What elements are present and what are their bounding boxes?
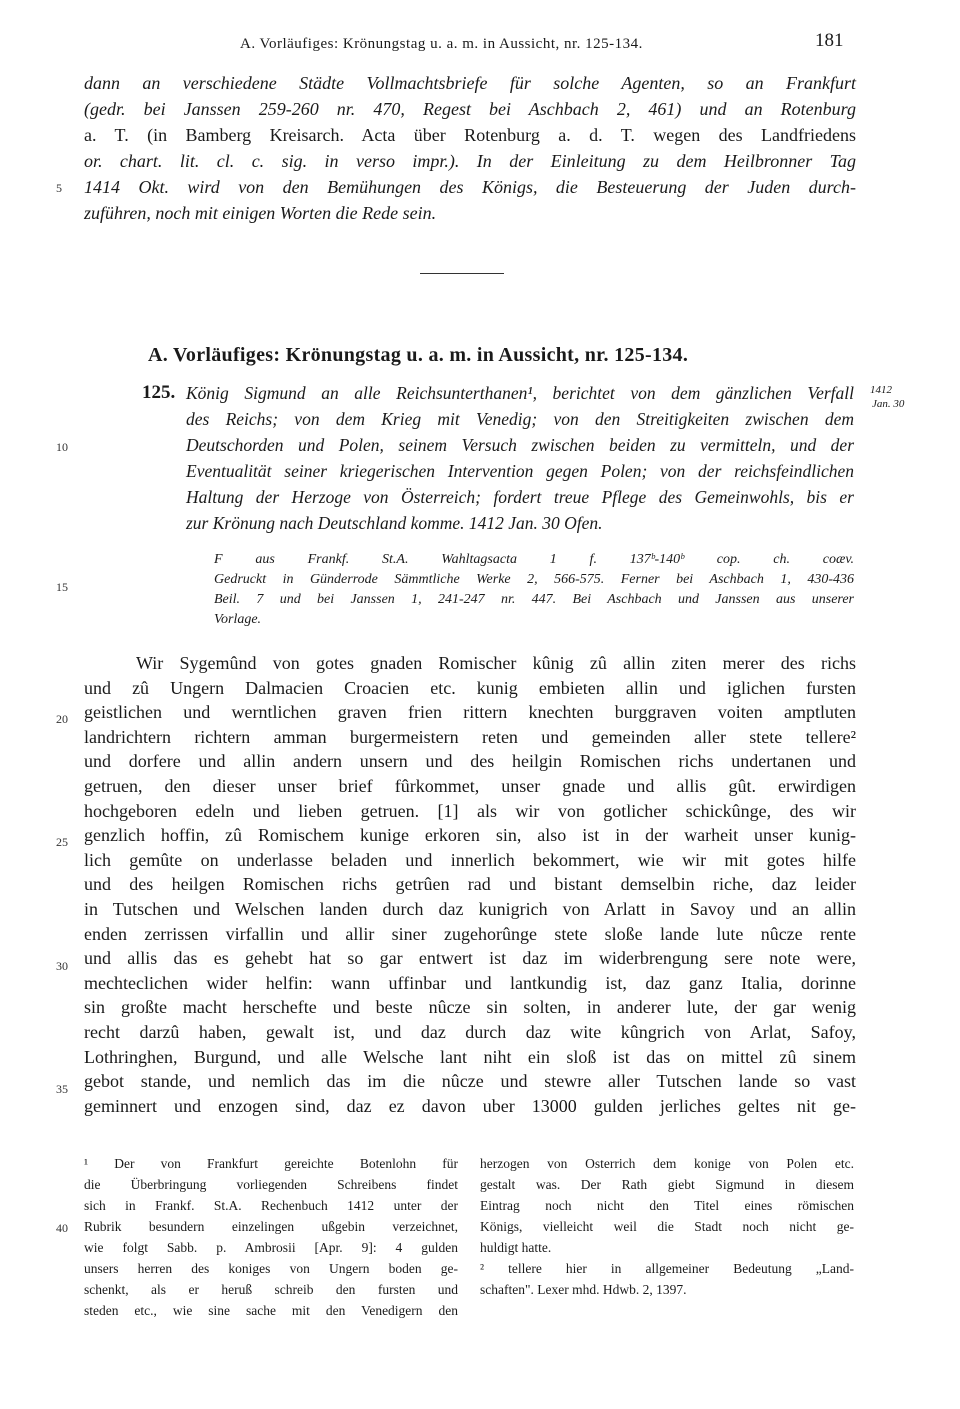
section-divider xyxy=(420,273,504,274)
regest-line: Deutschorden und Polen, seinem Versuch zwischen beiden zu vermitteln, und der xyxy=(186,435,854,455)
source-line: Vorlage. xyxy=(214,612,262,627)
letter-text xyxy=(84,651,856,1118)
line-number: 5 xyxy=(56,181,62,195)
intro-paragraph xyxy=(84,70,856,226)
text-line: hochgeboren edeln und lieben getruen. [1] als wir von gotlicher schickûnge, des wir xyxy=(84,800,856,821)
footnote-line: herzogen von Osterrich dem konige von Polen etc. xyxy=(480,1156,854,1171)
footnote-line: Rubrik besundern einzelingen ußgebin verzeichnet, xyxy=(84,1219,458,1234)
regest-line: des Reichs; von dem Krieg mit Venedig; von den Streitigkeiten zwischen dem xyxy=(186,409,854,429)
regest-line: Eventualität seiner kriegerischen Intervention gegen Polen; von der reichsfeindlichen xyxy=(186,461,854,481)
line-number: 10 xyxy=(56,440,68,454)
line-number: 30 xyxy=(56,959,68,973)
footnote-line: gestalt was. Der Rath giebt Sigmund in diesem xyxy=(480,1177,854,1192)
source-line: F aus Frankf. St.A. Wahltagsacta 1 f. 137ᵇ-140ᵇ cop. ch. coæv. xyxy=(214,552,854,567)
text-line: geminnert und enzogen sind, daz ez davon uber 13000 gulden jerliches geltes nit ge- xyxy=(84,1095,856,1116)
regest-summary xyxy=(186,380,854,536)
regest-line: König Sigmund an alle Reichsunterthanen¹, berichtet von dem gänzlichen Verfall xyxy=(186,383,854,403)
running-head: A. Vorläufiges: Krönungstag u. a. m. in Aussicht, nr. 125-134. xyxy=(240,36,643,52)
text-line: mechteclichen wider helfin: wann uffinbar und lantkundig ist, daz ganz Italia, dorinne xyxy=(84,972,856,993)
page-number: 181 xyxy=(815,30,844,51)
text-line: sin großte macht herschefte und beste nûcze sin solten, in anderer lute, der gar wenig xyxy=(84,997,856,1018)
source-line: Gedruckt in Günderrode Sämmtliche Werke 2, 566-575. Ferner bei Aschbach 1, 430-436 xyxy=(214,572,854,587)
footnote-line: ¹ Der von Frankfurt gereichte Botenlohn für xyxy=(84,1156,458,1171)
text-line: landrichtern richtern amman burgermeistern reten und gemeinden aller stete tellere² xyxy=(84,726,856,747)
source-notes xyxy=(214,550,854,630)
footnotes-right-column xyxy=(480,1153,854,1300)
footnote-line: schaften". Lexer mhd. Hdwb. 2, 1397. xyxy=(480,1282,687,1297)
regest-line: zur Krönung nach Deutschland komme. 1412 Jan. 30 Ofen. xyxy=(186,513,603,533)
text-line: Wir Sygemûnd von gotes gnaden Romischer kûnig zû allin ziten merer des richs xyxy=(136,653,856,673)
footnote-line: die Überbringung vorliegenden Schreibens findet xyxy=(84,1177,458,1192)
text-line: enden zerrissen virfallin und allir siner zugehorûnge stete sloße lande lute nûcze rente xyxy=(84,923,856,944)
footnote-line: huldigt hatte. xyxy=(480,1240,552,1255)
line-number: 20 xyxy=(56,712,68,726)
text-line: Lothringhen, Burgund, und alle Welsche lant niht ein sloß ist das on mittel zû sinem xyxy=(84,1046,856,1067)
margin-date-day: Jan. 30 xyxy=(872,398,905,410)
footnote-line: wie folgt Sabb. p. Ambrosii [Apr. 9]: 4 gulden xyxy=(84,1240,458,1255)
text-line: und allis das es gehebt hat so gar entwert ist daz im widerbrengung sere note were, xyxy=(84,948,856,969)
text-line: genzlich hoffin, zû Romischem kunige erkoren sin, also ist in der warheit unser kunig- xyxy=(84,825,856,846)
margin-date-year: 1412 xyxy=(870,384,892,396)
footnote-line: unsers herren des koniges von Ungern boden ge- xyxy=(84,1261,458,1276)
footnote-line: schenkt, als er heruß schreib den fursten und xyxy=(84,1282,458,1297)
footnote-line: steden etc., wie sine sache mit den Venedigern den xyxy=(84,1303,458,1318)
section-title: A. Vorläufiges: Krönungstag u. a. m. in Aussicht, nr. 125-134. xyxy=(148,344,689,366)
text-line: recht darzû haben, gewalt ist, und daz durch daz wite kûngrich von Arlat, Safoy, xyxy=(84,1021,856,1042)
intro-line: 1414 Okt. wird von den Bemühungen des Königs, die Besteuerung der Juden durch- xyxy=(84,177,856,197)
line-number: 35 xyxy=(56,1082,68,1096)
text-line: und des heilgen Romischen richs getrûen rad und bistant demselbin riche, daz leider xyxy=(84,874,856,895)
intro-line: (gedr. bei Janssen 259-260 nr. 470, Regest bei Aschbach 2, 461) und an Rotenburg xyxy=(84,99,856,119)
footnote-line: Eintrag noch nicht den Titel eines römischen xyxy=(480,1198,854,1213)
intro-line: or. chart. lit. cl. c. sig. in verso impr.). In der Einleitung zu dem Heilbronner Tag xyxy=(84,151,856,171)
text-line: getruen, den dieser unser brief fûrkommet, unser gnade und allis gût. erwirdigen xyxy=(84,775,856,796)
intro-line: a. T. (in Bamberg Kreisarch. Acta über Rotenburg a. d. T. wegen des Landfriedens xyxy=(84,125,856,145)
line-number: 25 xyxy=(56,835,68,849)
intro-line: dann an verschiedene Städte Vollmachtsbriefe für solche Agenten, so an Frankfurt xyxy=(84,73,856,93)
footnote-line: Königs, vielleicht weil die Stadt noch nicht ge- xyxy=(480,1219,854,1234)
text-line: gebot stande, und nemlich das im die nûcze und stewre aller Tutschen lande so vast xyxy=(84,1071,856,1092)
text-line: und zû Ungern Dalmacien Croacien etc. kunig embieten allin und iglichen fursten xyxy=(84,677,856,698)
intro-line: zuführen, noch mit einigen Worten die Rede sein. xyxy=(84,203,437,223)
text-line: und dorfere und allin andern unsern und des heilgin Romischen richs undertanen und xyxy=(84,751,856,772)
text-line: lich gemûte on underlasse beladen und innerlich bekommert, wie wir mit gotes hilfe xyxy=(84,849,856,870)
source-line: Beil. 7 und bei Janssen 1, 241-247 nr. 447. Bei Aschbach und Janssen aus unserer xyxy=(214,592,854,607)
text-line: geistlichen und werntlichen graven frien rittern knechten burggraven voiten amptluten xyxy=(84,702,856,723)
document-number: 125. xyxy=(142,382,176,403)
footnotes-left-column xyxy=(84,1153,458,1321)
text-line: in Tutschen und Welschen landen durch daz kunigrich von Arlatt in Savoy und an allin xyxy=(84,898,856,919)
margin-date xyxy=(870,383,904,411)
footnote-line: ² tellere hier in allgemeiner Bedeutung „Land- xyxy=(480,1261,854,1276)
line-number: 15 xyxy=(56,580,68,594)
footnote-line: sich in Frankf. St.A. Rechenbuch 1412 unter der xyxy=(84,1198,458,1213)
regest-line: Haltung der Herzoge von Österreich; fordert treue Pflege des Gemeinwohls, bis er xyxy=(186,487,854,507)
line-number: 40 xyxy=(56,1221,68,1235)
